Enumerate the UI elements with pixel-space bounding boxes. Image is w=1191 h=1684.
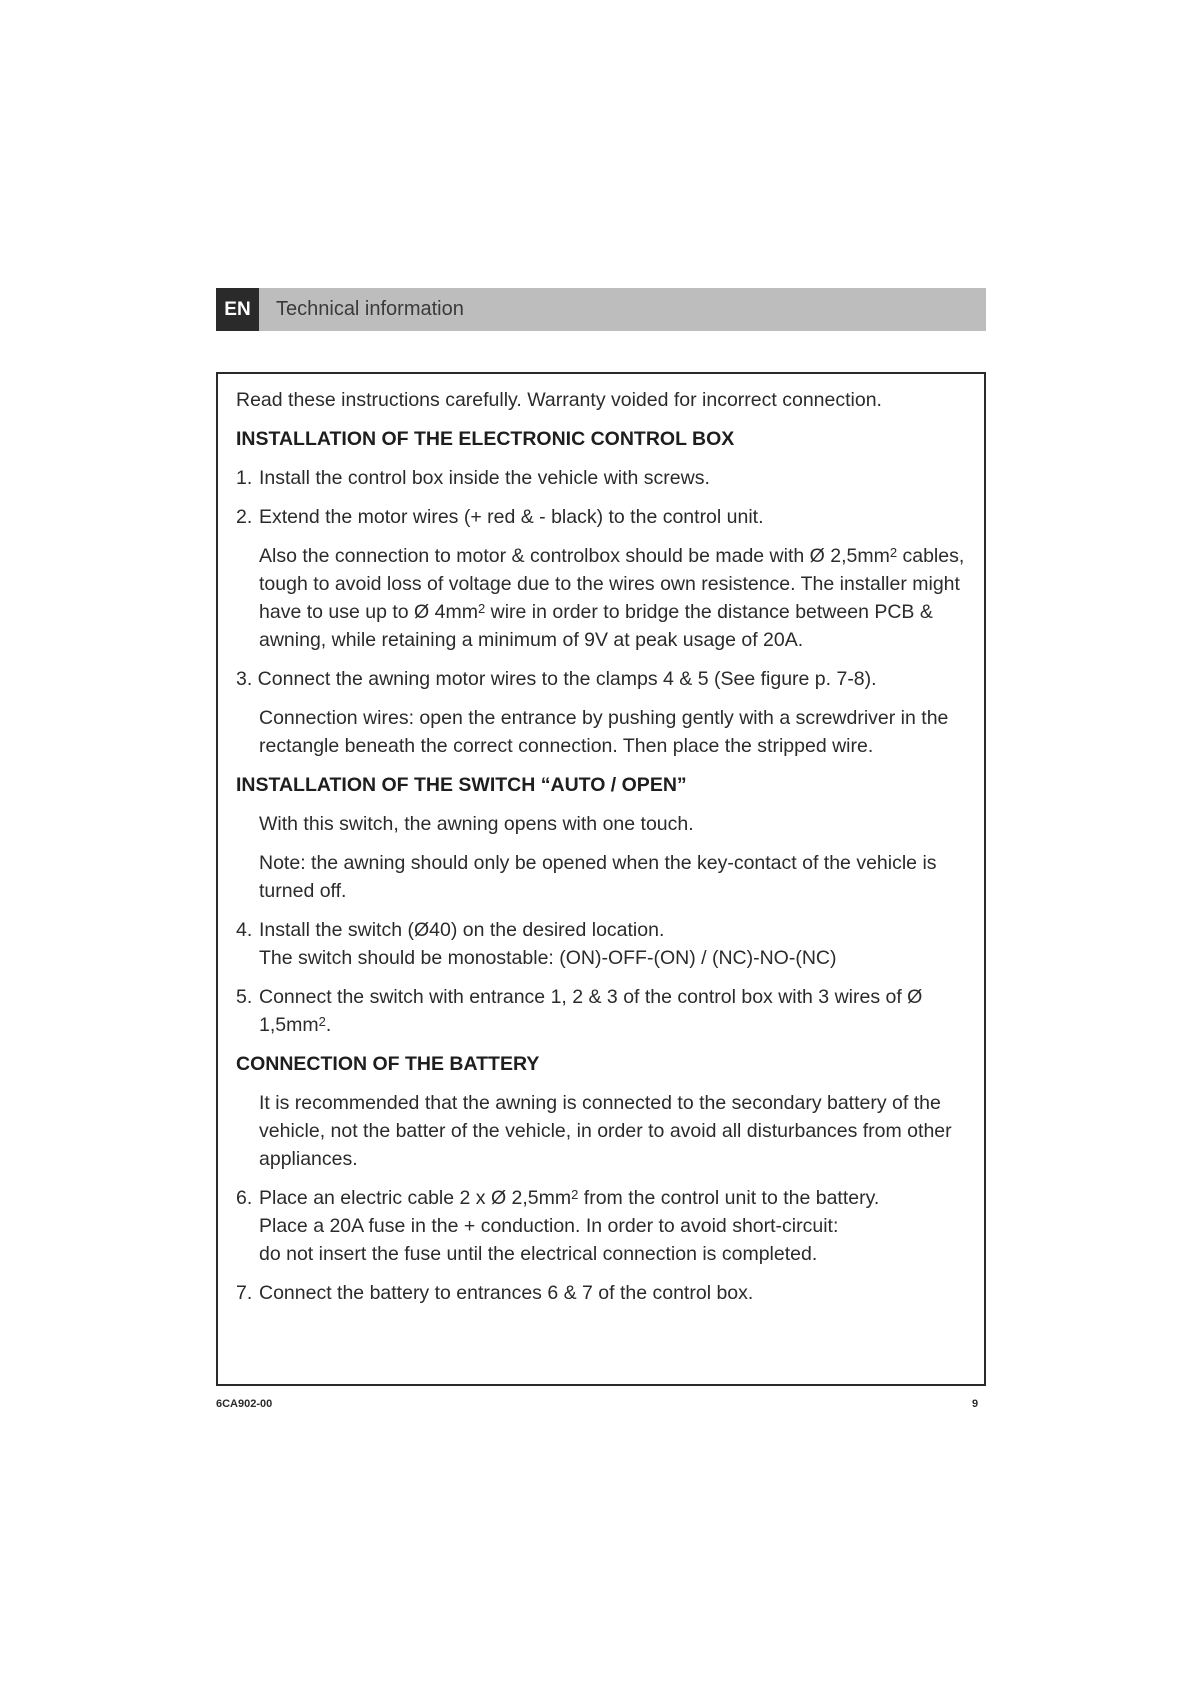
step-number: 6. [236, 1187, 253, 1209]
superscript: 2 [477, 601, 486, 616]
cable-note [236, 542, 966, 654]
step-4-line-1: Install the switch (Ø40) on the desired location. [259, 919, 665, 941]
step-4 [236, 916, 966, 972]
superscript: 2 [571, 1187, 579, 1202]
step-text [259, 1184, 879, 1268]
step-6-line-2: Place a 20A fuse in the + conduction. In order to avoid short-circuit: [259, 1215, 839, 1237]
step-text [259, 983, 966, 1039]
instructions-box [216, 372, 986, 1386]
step-number: 1. [236, 467, 253, 489]
step-5-text: Connect the switch with entrance 1, 2 & 3 of the control box with 3 wires of Ø 1,5mm [259, 986, 923, 1036]
step-3: 3. Connect the awning motor wires to the clamps 4 & 5 (See figure p. 7-8). [236, 668, 877, 690]
superscript: 2 [318, 1014, 326, 1029]
intro-text: Read these instructions carefully. Warranty voided for incorrect connection. [236, 389, 882, 411]
step-text: Install the control box inside the vehicle with screws. [259, 467, 710, 489]
step-number: 7. [236, 1282, 253, 1304]
step-text: Extend the motor wires (+ red & - black) to the control unit. [259, 506, 764, 528]
battery-recommendation: It is recommended that the awning is connected to the secondary battery of the vehicle, not the batter of the vehicle, in order to avoid all disturbances from other appliances. [259, 1092, 952, 1170]
section-title: Technical information [276, 298, 464, 320]
step-6-line-3: do not insert the fuse until the electrical connection is completed. [259, 1243, 818, 1265]
section-header [216, 288, 986, 331]
heading-switch: INSTALLATION OF THE SWITCH “AUTO / OPEN” [236, 774, 687, 796]
step-number: 2. [236, 506, 253, 528]
heading-battery: CONNECTION OF THE BATTERY [236, 1053, 540, 1075]
step-1 [236, 464, 966, 492]
step-6-text-end: from the control unit to the battery. [578, 1187, 880, 1209]
page-number: 9 [972, 1398, 979, 1410]
step-text: Connect the battery to entrances 6 & 7 of the control box. [259, 1282, 754, 1304]
switch-description: With this switch, the awning opens with one touch. [259, 813, 694, 835]
cable-note-part: wire in order to bridge the distance between PCB & awning, while retaining a minimum of 9V at peak usage of 20A. [259, 601, 933, 651]
step-5-end: . [325, 1014, 332, 1036]
superscript: 2 [889, 545, 898, 560]
cable-note-part: Also the connection to motor & controlbox should be made with Ø 2,5mm [259, 545, 890, 567]
cable-note-part: cables, tough to avoid loss of voltage due to the wires own resistence. The installer might have to use up to Ø 4mm [259, 545, 965, 623]
step-text [259, 916, 837, 972]
step-4-line-2: The switch should be monostable: (ON)-OFF-(ON) / (NC)-NO-(NC) [259, 947, 837, 969]
step-5 [236, 983, 966, 1039]
connection-wires-note: Connection wires: open the entrance by pushing gently with a screwdriver in the rectangle beneath the correct connection. Then place the stripped wire. [259, 707, 949, 757]
step-2 [236, 503, 966, 531]
heading-control-box: INSTALLATION OF THE ELECTRONIC CONTROL BOX [236, 428, 735, 450]
step-number: 4. [236, 919, 253, 941]
step-7 [236, 1279, 966, 1307]
document-code: 6CA902-00 [216, 1398, 273, 1410]
step-6-text: Place an electric cable 2 x Ø 2,5mm [259, 1187, 572, 1209]
language-badge: EN [216, 288, 259, 331]
switch-note: Note: the awning should only be opened when the key-contact of the vehicle is turned off. [259, 852, 937, 902]
step-6 [236, 1184, 966, 1268]
step-number: 5. [236, 986, 253, 1008]
